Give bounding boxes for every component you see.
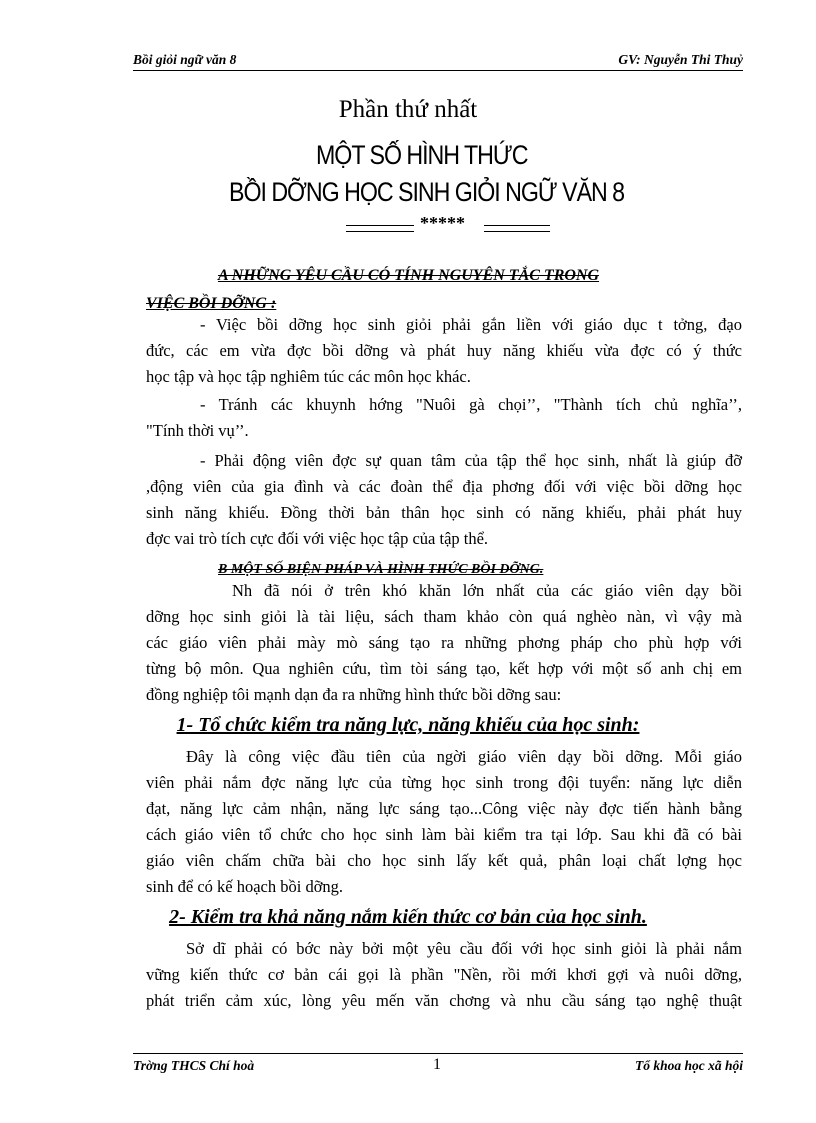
main-title-line2: BỒI DỠNG HỌC SINH GIỎI NGỮ VĂN 8 bbox=[229, 177, 625, 207]
text-line: từng bộ môn. Qua nghiên cứu, tìm tòi sáng tạo, kết hợp với một số anh chị em bbox=[146, 659, 742, 678]
text-line: Đây là công việc đầu tiên của ngời giáo viên dạy bồi dỡng. Mỗi giáo bbox=[186, 747, 742, 766]
section-a-paragraph-1 bbox=[146, 312, 742, 390]
main-title-line1: MỘT SỐ HÌNH THỨC bbox=[316, 140, 528, 170]
text-line: "Tính thời vụ’’. bbox=[146, 421, 249, 440]
text-line: phát triển cảm xúc, lòng yêu mến văn chơng và nhu cầu sáng tạo nghệ thuật bbox=[146, 991, 742, 1010]
text-line: vững kiến thức cơ bản cái gọi là phần "Nền, rồi mới khơi gợi và nuôi dỡng, bbox=[146, 965, 742, 984]
divider-line-left bbox=[346, 225, 414, 232]
text-line: dỡng học sinh giỏi là tài liệu, sách tham khảo còn quá nghèo nàn, vì vậy mà bbox=[146, 607, 742, 626]
text-line: đạt, năng lực cảm nhận, năng lực sáng tạo...Công việc này đợc tiến hành bằng bbox=[146, 799, 742, 818]
page-header bbox=[133, 52, 743, 71]
header-subject: Bồi giỏi ngữ văn 8 bbox=[133, 52, 237, 67]
section-b-heading: B MỘT SỐ BIỆN PHÁP VÀ HÌNH THỨC BỒI DỠNG. bbox=[218, 562, 544, 577]
section-a-heading-line1: A NHỮNG YÊU CẦU CÓ TÍNH NGUYÊN TẮC TRONG bbox=[218, 267, 600, 284]
text-line: - Việc bồi dỡng học sinh giỏi phải gắn liền với giáo dục t tởng, đạo bbox=[200, 315, 742, 334]
text-line: Sở dĩ phải có bớc này bởi một yêu cầu đối với học sinh giỏi là phải nắm bbox=[186, 939, 742, 958]
text-line: sinh năng khiếu. Đồng thời bản thân học sinh có năng khiếu, phải phát huy bbox=[146, 503, 742, 522]
subsection-1-heading: 1- Tổ chức kiểm tra năng lực, năng khiếu của học sinh: bbox=[176, 714, 640, 736]
section-a-paragraph-2 bbox=[146, 392, 742, 444]
part-title: Phần thứ nhất bbox=[338, 96, 478, 123]
page-number: 1 bbox=[433, 1056, 441, 1073]
section-a-heading bbox=[146, 262, 756, 318]
text-line: các giáo viên phải mày mò sáng tạo ra những phơng pháp cho phù hợp với bbox=[146, 633, 742, 652]
section-a-heading-line2: VIỆC BỒI DỠNG : bbox=[146, 295, 277, 312]
text-line: - Phải động viên đợc sự quan tâm của tập thể học sinh, nhất là giúp đỡ bbox=[200, 451, 742, 470]
text-line: đức, các em vừa đợc bồi dỡng và phát huy năng khiếu vừa đợc có ý thức bbox=[146, 341, 742, 360]
text-line: Nh đã nói ở trên khó khăn lớn nhất của các giáo viên dạy bồi bbox=[232, 581, 742, 600]
text-line: đồng nghiệp tôi mạnh dạn đa ra những hình thức bồi dỡng sau: bbox=[146, 685, 562, 704]
text-line: học tập và học tập nghiêm túc các môn học khác. bbox=[146, 367, 471, 386]
header-teacher: GV: Nguyễn Thi Thuỷ bbox=[618, 52, 743, 67]
text-line: giáo viên chấm chữa bài cho học sinh lấy kết quả, phân loại chất lợng học bbox=[146, 851, 742, 870]
footer-school: Trờng THCS Chí hoà bbox=[133, 1058, 255, 1073]
text-line: viên phải nắm đợc năng lực của từng học sinh trong đội tuyển: năng lực diễn bbox=[146, 773, 742, 792]
subsection-2-heading: 2- Kiểm tra khả năng nắm kiến thức cơ bản của học sinh. bbox=[169, 906, 647, 928]
text-line: - Tránh các khuynh hớng "Nuôi gà chọi’’, "Thành tích chủ nghĩa’’, bbox=[200, 395, 742, 414]
text-line: đợc vai trò tích cực đối với việc học tập của tập thể. bbox=[146, 529, 489, 548]
text-line: sinh để có kế hoạch bồi dỡng. bbox=[146, 877, 344, 896]
text-line: ,động viên của gia đình và các đoàn thể địa phơng đối với việc bồi dỡng học bbox=[146, 477, 742, 496]
title-divider bbox=[0, 213, 816, 238]
section-b-paragraph bbox=[146, 578, 742, 708]
subsection-2-paragraph bbox=[146, 936, 742, 1014]
divider-line-right bbox=[484, 225, 550, 232]
footer-department: Tổ khoa học xã hội bbox=[634, 1058, 743, 1073]
page-footer bbox=[133, 1053, 743, 1074]
section-a-paragraph-3 bbox=[146, 448, 742, 552]
subsection-1-paragraph bbox=[146, 744, 742, 900]
divider-stars: ***** bbox=[420, 213, 465, 233]
text-line: cách giáo viên tổ chức cho học sinh làm bài kiểm tra tại lớp. Sau khi đã có bài bbox=[146, 825, 742, 844]
